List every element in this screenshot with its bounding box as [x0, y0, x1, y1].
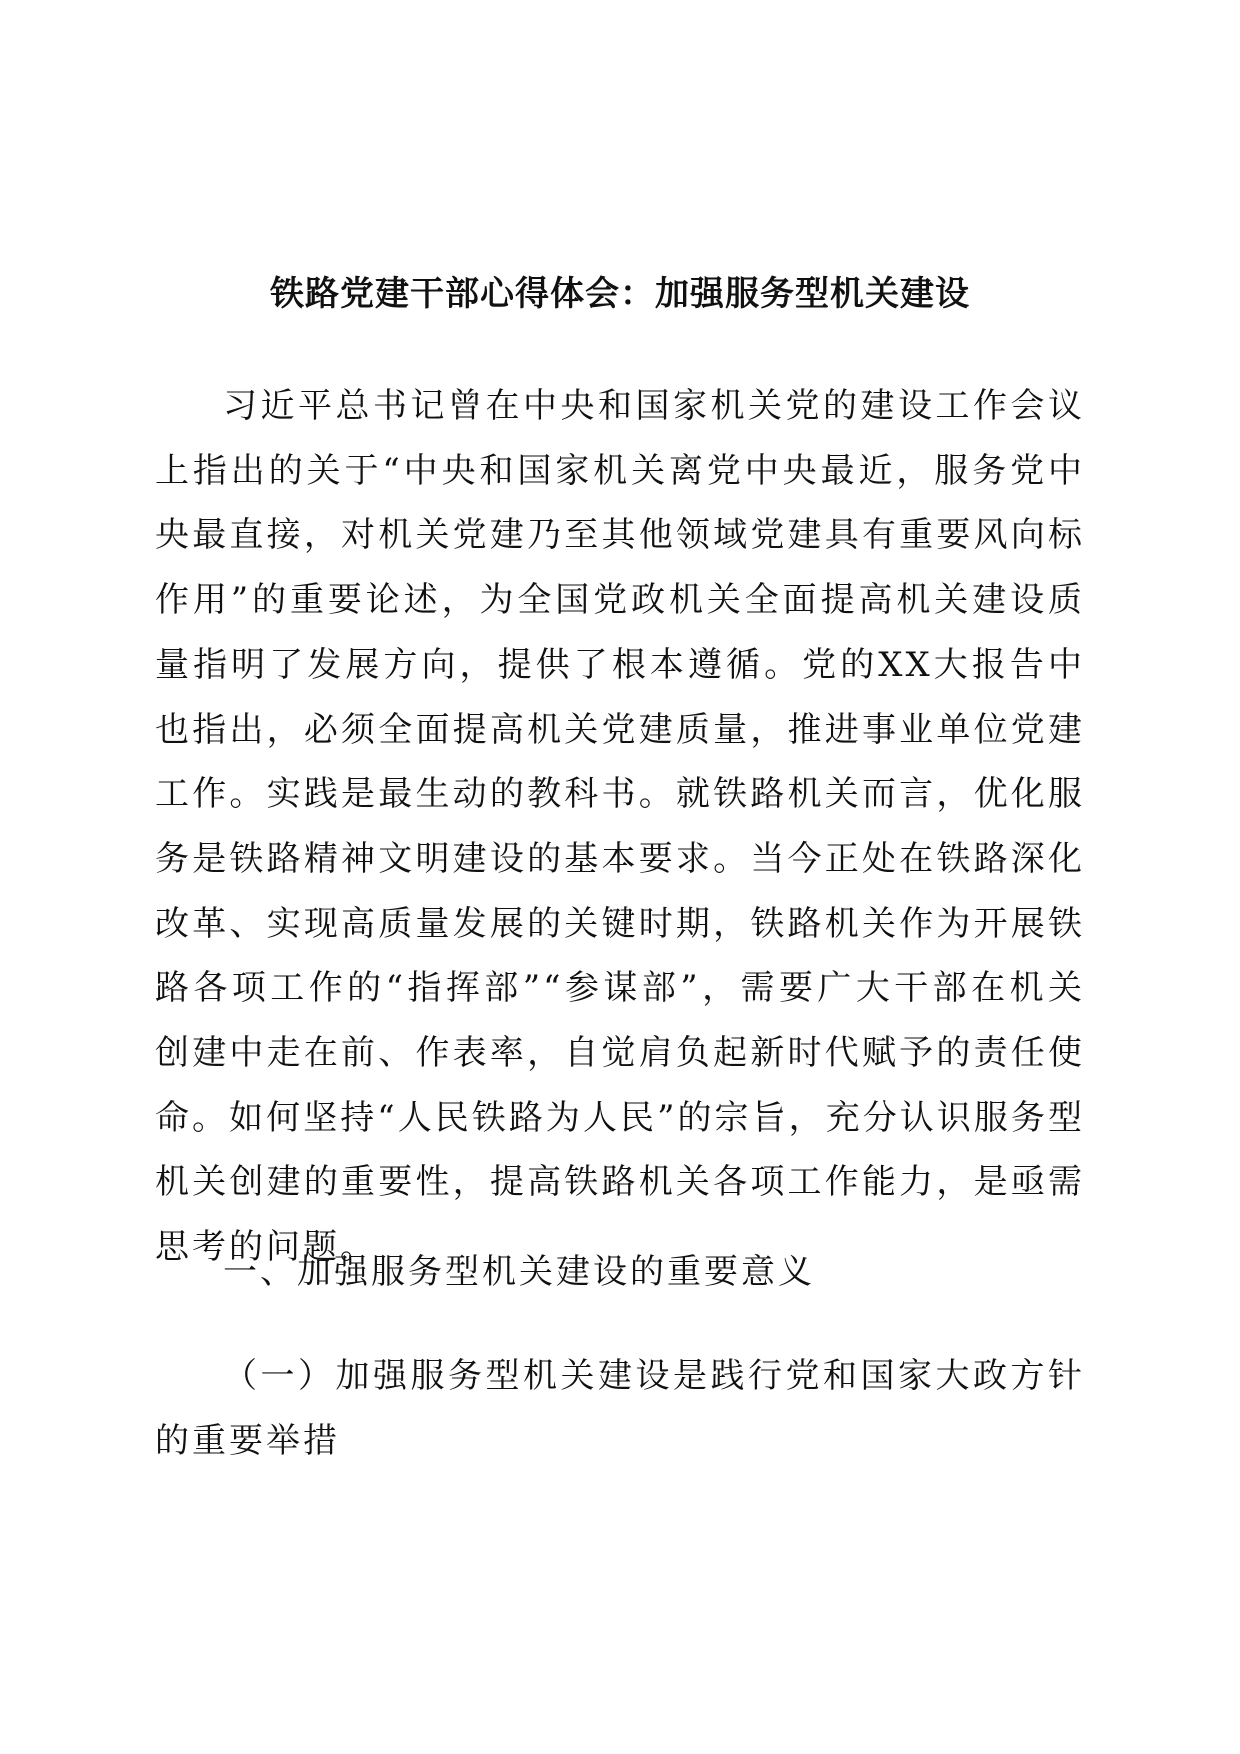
subsection-heading: （一）加强服务型机关建设是践行党和国家大政方针的重要举措	[155, 1356, 1085, 1461]
section-heading: 一、加强服务型机关建设的重要意义	[223, 1252, 815, 1292]
intro-paragraph: 习近平总书记曾在中央和国家机关党的建设工作会议上指出的关于“中央和国家机关离党中央最近，服务党中央最直接，对机关党建乃至其他领域党建具有重要风向标作用”的重要论述，为全国党政机关全面提高机关建设质量指明了发展方向，提供了根本遵循。党的XX大报告中也指出，必须全面提高机关党建质量，推进事业单位党建工作。实践是最生动的教科书。就铁路机关而言，优化服务是铁路精神文明建设的基本要求。当今正处在铁路深化改革、实现高质量发展的关键时期，铁路机关作为开展铁路各项工作的“指挥部”“参谋部”，需要广大干部在机关创建中走在前、作表率，自觉肩负起新时代赋予的责任使命。如何坚持“人民铁路为人民”的宗旨，充分认识服务型机关创建的重要性，提高铁路机关各项工作能力，是亟需思考的问题。	[155, 386, 1085, 1268]
document-title: 铁路党建干部心得体会：加强服务型机关建设	[270, 274, 970, 314]
